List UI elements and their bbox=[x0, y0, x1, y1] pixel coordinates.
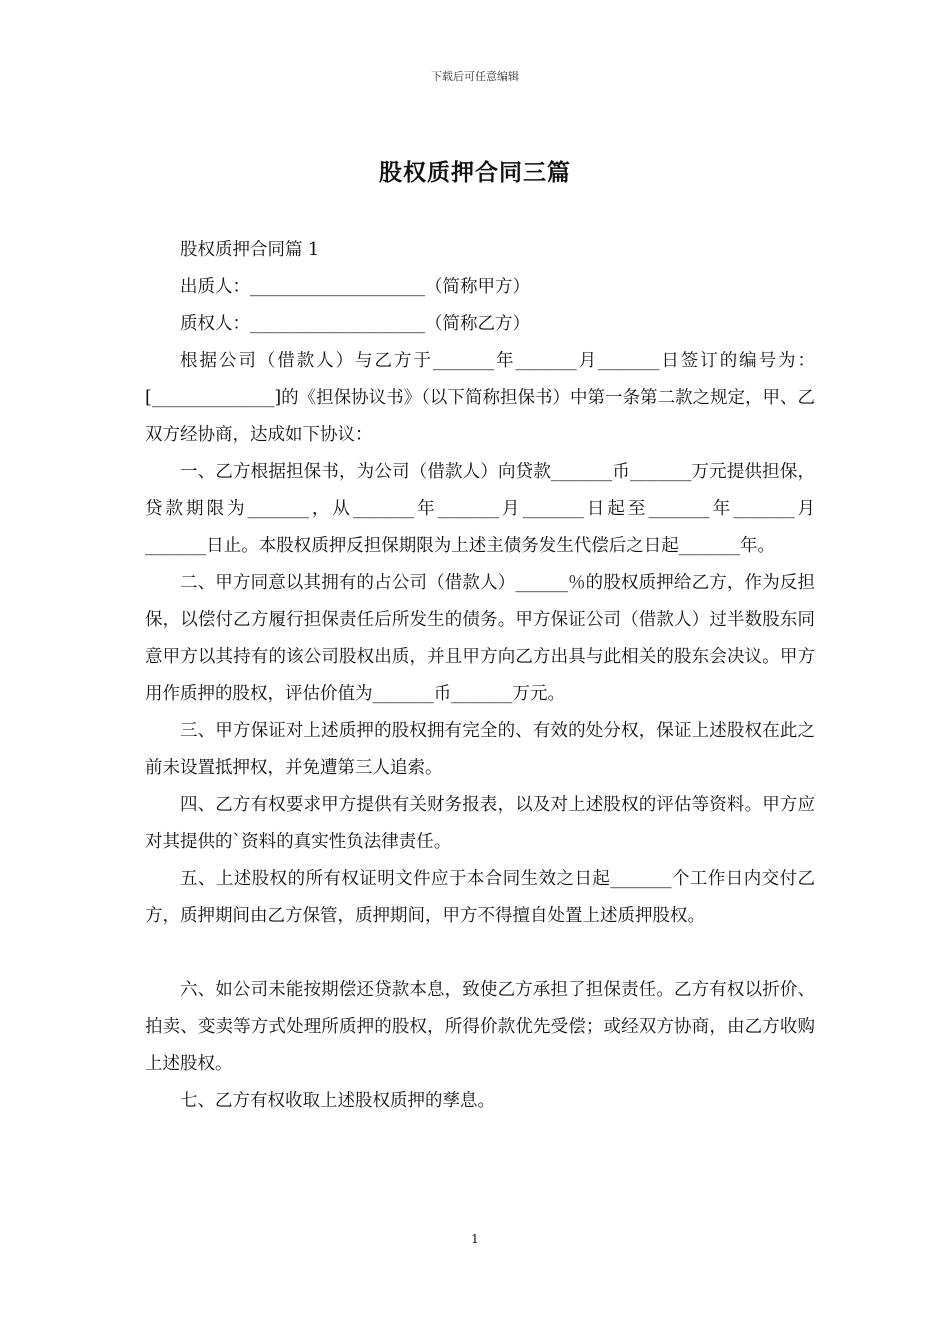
clause-3: 三、甲方保证对上述质押的股权拥有完全的、有效的处分权，保证上述股权在此之前未设置抵押权，并免遭第三人追索。 bbox=[145, 721, 815, 778]
clause-4: 四、乙方有权要求甲方提供有关财务报表，以及对上述股权的评估等资料。甲方应对其提供的`资料的真实性负法律责任。 bbox=[145, 795, 815, 852]
document-title: 股权质押合同三篇 bbox=[379, 159, 571, 186]
clause-7: 七、乙方有权收取上述股权质押的孳息。 bbox=[180, 1091, 495, 1111]
pledgor-line: 出质人：____________________（简称甲方） bbox=[180, 277, 530, 297]
clause-2: 二、甲方同意以其拥有的占公司（借款人）______％的股权质押给乙方，作为反担保，以偿付乙方履行担保责任后所发生的债务。甲方保证公司（借款人）过半数股东同意甲方以其持有的该公司股权出质，并且甲方向乙方出具与此相关的股东会决议。甲方用作质押的股权，评估价值为_______币_______万元。 bbox=[145, 573, 815, 704]
clause-1: 一、乙方根据担保书，为公司（借款人）向贷款_______币_______万元提供担保，贷款期限为_______，从_______年_______月_______日起至_______年_______月_______日止。本股权质押反担保期限为上述主债务发生代偿后之日起_______年。 bbox=[145, 462, 815, 556]
header-note: 下载后可任意编辑 bbox=[431, 70, 519, 83]
document-body bbox=[145, 232, 815, 1120]
pledgee-line: 质权人：____________________（简称乙方） bbox=[180, 314, 530, 334]
clause-6: 六、如公司未能按期偿还贷款本息，致使乙方承担了担保责任。乙方有权以折价、拍卖、变卖等方式处理所质押的股权，所得价款优先受偿；或经双方协商，由乙方收购上述股权。 bbox=[145, 980, 815, 1074]
page-number: 1 bbox=[471, 1232, 479, 1246]
section-title: 股权质押合同篇 1 bbox=[180, 240, 320, 260]
clause-5: 五、上述股权的所有权证明文件应于本合同生效之日起_______个工作日内交付乙方，质押期间由乙方保管，质押期间，甲方不得擅自处置上述质押股权。 bbox=[145, 869, 815, 926]
paragraph-gap bbox=[145, 935, 815, 972]
intro-paragraph: 根据公司（借款人）与乙方于_______年_______月_______日签订的编号为：[______________]的《担保协议书》（以下简称担保书）中第一条第二款之规定，甲、乙双方经协商，达成如下协议： bbox=[145, 351, 815, 445]
